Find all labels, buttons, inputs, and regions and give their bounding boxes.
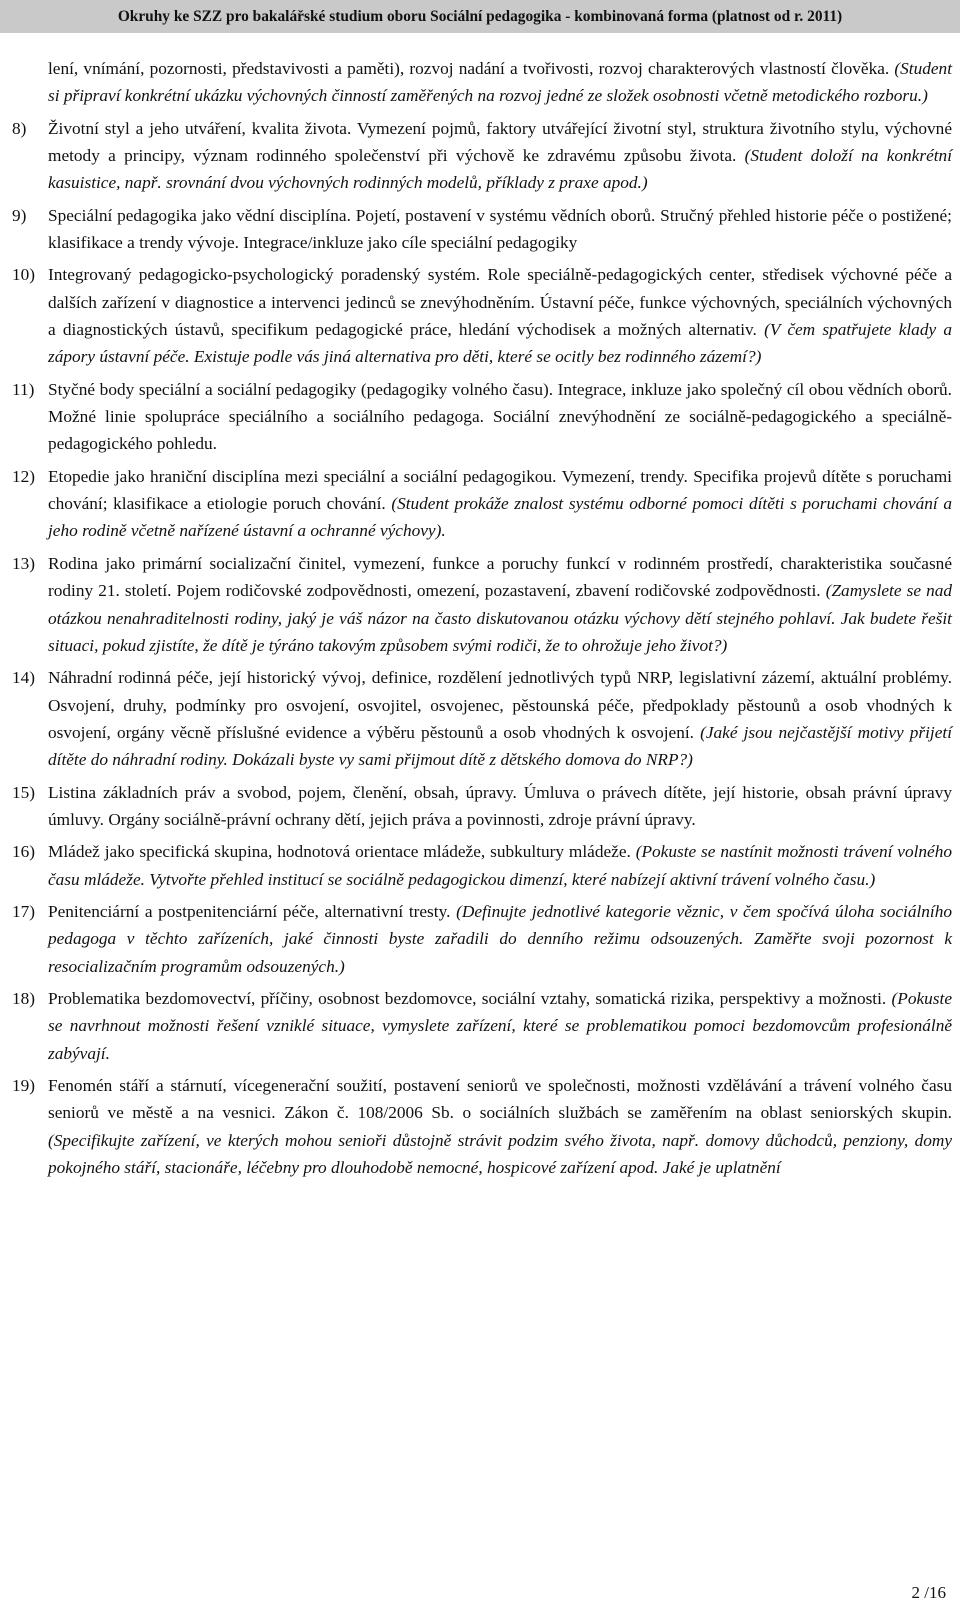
list-item [12, 261, 952, 371]
list-item [12, 115, 952, 197]
item-note: (Student doloží na konkrétní kasuistice, např. srovnání dvou výchovných rodinných modelů, příklady z praxe apod.) [48, 146, 952, 193]
item-text [48, 1072, 952, 1182]
item-number: 10) [12, 265, 36, 285]
item-text [48, 550, 952, 660]
item-note: (Jaké jsou nejčastější motivy přijetí dítěte do náhradní rodiny. Dokázali byste vy sami přijmout dítě z dětského domova do NRP?) [48, 722, 953, 770]
item-note: (Pokuste se nastínit možnosti trávení volného času mládeže. Vytvořte přehled institucí se sociálně pedagogickou dimenzí, které nabízejí aktivní trávení volného času.) [48, 842, 952, 889]
page-number: 2 /16 [911, 1583, 946, 1602]
item-topic: Fenomén stáří a stárnutí, vícegenerační soužití, postavení seniorů ve společnosti, možnosti vzdělávání a trávení volného času seniorů ve městě a na vesnici. Zákon č. 108/2006 Sb. o sociálních službách se zaměřením na oblast seniorských skupin. [48, 1075, 952, 1123]
item-text [48, 898, 952, 980]
item-topic: Problematika bezdomovectví, příčiny, osobnost bezdomovce, sociální vztahy, somatická rizika, perspektivy a možnosti. [48, 988, 892, 1008]
list-item [12, 376, 952, 458]
item-topic: Náhradní rodinná péče, její historický vývoj, definice, rozdělení jednotlivých typů NRP, legislativní zázemí, aktuální problémy. Osvojení, druhy, podmínky pro osvojení, osvojitel, osvojenec, pěstounská péče, předpoklady pěstounů a osob vhodných k osvojení, orgány věcně příslušné evidence a výběru pěstounů a osob vhodných k osvojení. [48, 668, 952, 742]
exam-topics-list [12, 55, 952, 1186]
list-item [12, 838, 952, 893]
item-number: 17) [12, 901, 36, 921]
list-item [12, 779, 952, 834]
item-number: 9) [12, 205, 27, 225]
item-number: 18) [12, 988, 36, 1008]
document-header [0, 0, 960, 33]
list-item [12, 463, 952, 545]
item-text [48, 55, 952, 110]
item-text [48, 115, 952, 197]
list-item [12, 1072, 952, 1182]
item-text [48, 463, 952, 545]
item-text [48, 261, 952, 371]
item-text [48, 376, 952, 458]
item-number: 15) [12, 782, 36, 802]
list-item [12, 985, 952, 1067]
item-note: (V čem spatřujete klady a zápory ústavní péče. Existuje podle vás jiná alternativa pro děti, které se ocitly bez rodinného zázemí?) [48, 320, 952, 367]
item-topic: Etopedie jako hraniční disciplína mezi speciální a sociální pedagogikou. Vymezení, trendy. Specifika projevů dítěte s poruchami chování; klasifikace a etiologie poruch chování. [48, 466, 952, 514]
item-note: (Student si připraví konkrétní ukázku výchovných činností zaměřených na rozvoj jedné ze složek osobnosti včetně metodického rozboru.) [48, 59, 952, 106]
item-topic: Integrovaný pedagogicko-psychologický poradenský systém. Role speciálně-pedagogických center, středisek výchovné péče a dalších zařízení v diagnostice a intervenci jedinců se znevýhodněním. Ústavní péče, funkce výchovných, speciálních výchovných a diagnostických ústavů, specifikum pedagogické práce, hledání východisek a možných alternativ. [48, 265, 952, 340]
item-number: 12) [12, 466, 36, 486]
item-text [48, 664, 952, 774]
item-topic: Styčné body speciální a sociální pedagogiky (pedagogiky volného času). Integrace, inkluze jako společný cíl obou vědních oborů. Možné linie spolupráce speciálního a sociálního pedagoga. Sociální znevýhodnění ze sociálně-pedagogického a speciálně-pedagogického pohledu. [48, 379, 952, 454]
item-number: 19) [12, 1075, 36, 1095]
item-note: (Specifikujte zařízení, ve kterých mohou senioři důstojně strávit podzim svého života, např. domovy důchodců, penziony, domy pokojného stáří, stacionáře, léčebny pro dlouhodobě nemocné, hospicové zařízení apod. Jaké je uplatnění [48, 1130, 952, 1177]
item-number: 8) [12, 118, 27, 138]
list-item [12, 898, 952, 980]
item-note: (Student prokáže znalost systému odborné pomoci dítěti s poruchami chování a jeho rodině včetně nařízené ústavní a ochranné výchovy). [48, 494, 952, 541]
item-note: (Pokuste se navrhnout možnosti řešení vzniklé situace, vymyslete zařízení, které se problematikou pomoci bezdomovcům profesionálně zabývají. [48, 988, 952, 1063]
item-text [48, 985, 952, 1067]
item-note: (Zamyslete se nad otázkou nenahraditelnosti rodiny, jaký je váš názor na často diskutovanou otázku výchovy dětí stejného pohlaví. Jak budete řešit situaci, pokud zjistíte, že dítě je týráno takovým způsobem svými rodiči, že to ohrožuje jeho život?) [48, 581, 952, 655]
item-number: 13) [12, 553, 36, 573]
item-topic: lení, vnímání, pozornosti, představivosti a paměti), rozvoj nadání a tvořivosti, rozvoj charakterových vlastností člověka. [48, 59, 895, 78]
item-number: 14) [12, 668, 36, 688]
list-item [12, 202, 952, 257]
item-topic: Životní styl a jeho utváření, kvalita života. Vymezení pojmů, faktory utvářející životní styl, struktura životního stylu, výchovné metody a principy, význam rodinného společenství při výchově ke zdravému způsobu života. [48, 118, 952, 166]
list-item [12, 550, 952, 660]
item-number: 16) [12, 842, 36, 862]
item-note: (Definujte jednotlivé kategorie věznic, v čem spočívá úloha sociálního pedagoga v těchto zařízeních, jaké činnosti byste zařadili do denního režimu odsouzených. Zaměřte svoji pozornost k resocializačním programům odsouzených.) [48, 901, 952, 976]
item-topic: Rodina jako primární socializační činitel, vymezení, funkce a poruchy funkcí v rodinném prostředí, charakteristika současné rodiny 21. století. Pojem rodičovské zodpovědnosti, omezení, pozastavení, zbavení rodičovské zodpovědnosti. [48, 553, 952, 601]
item-number: 11) [12, 379, 35, 399]
header-title: Okruhy ke SZZ pro bakalářské studium oboru Sociální pedagogika - kombinovaná forma (platnost od r. 2011) [117, 8, 843, 25]
item-text [48, 202, 952, 257]
item-topic: Listina základních práv a svobod, pojem, členění, obsah, úpravy. Úmluva o právech dítěte, její historie, obsah právní úpravy úmluvy. Orgány sociálně-právní ochrany dětí, jejich práva a povinnosti, zdroje právní úpravy. [48, 782, 952, 829]
item-topic: Speciální pedagogika jako vědní disciplína. Pojetí, postavení v systému vědních oborů. Stručný přehled historie péče o postižené; klasifikace a trendy vývoje. Integrace/inkluze jako cíle speciální pedagogiky [48, 205, 952, 253]
list-item [12, 55, 952, 110]
item-text [48, 779, 952, 834]
item-topic: Mládež jako specifická skupina, hodnotová orientace mládeže, subkultury mládeže. [48, 842, 636, 862]
list-item [12, 664, 952, 774]
item-topic: Penitenciární a postpenitenciární péče, alternativní tresty. [48, 901, 457, 921]
item-text [48, 838, 952, 893]
